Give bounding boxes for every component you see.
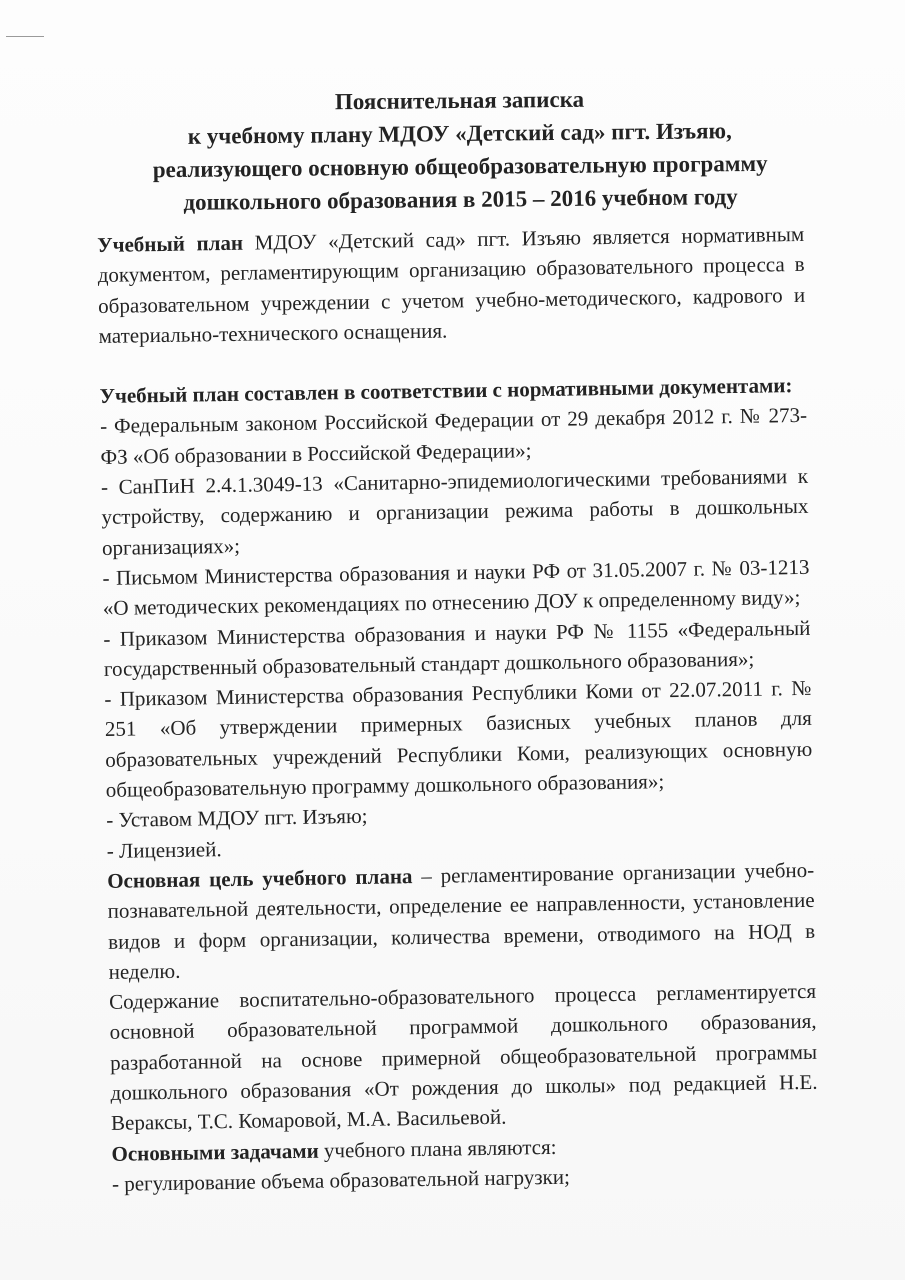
tasks-text: учебного плана являются: bbox=[318, 1134, 557, 1163]
docs-item: - Приказом Министерства образования Республики Коми от 22.07.2011 г. № 251 «Об утверждении примерных базисных учебных планов для образовательных учреждений Республики Коми, реализующих основную общеобразовательную программу дошкольного образования»; bbox=[104, 675, 813, 802]
docs-item: - Федеральным законом Российской Федерации от 29 декабря 2012 г. № 273-ФЗ «Об образовании в Российской Федерации»; bbox=[99, 403, 808, 469]
content-paragraph: Содержание воспитательно-образовательного процесса регламентируется основной образовательной программой дошкольного образования, разработанной на основе примерной общеобразовательной программы дошкольного образования «От рождения до школы» под редакцией Н.Е. Вераксы, Т.С. Комаровой, М.А. Васильевой. bbox=[108, 978, 818, 1136]
title-line-1: Пояснительная записка bbox=[334, 86, 585, 115]
title-line-4: дошкольного образования в 2015 – 2016 учебном году bbox=[183, 184, 738, 215]
docs-item: - Лицензией. bbox=[106, 836, 222, 863]
intro-paragraph bbox=[97, 219, 806, 351]
intro-bold: Учебный план bbox=[97, 230, 244, 257]
docs-heading-text: Учебный план составлен в соответствии с нормативными документами: bbox=[99, 373, 793, 409]
goal-text: – регламентирование организации учебно-познавательной деятельности, определение ее направленности, установление видов и форм организации, количества времени, отводимого на НОД в неделю. bbox=[107, 857, 816, 984]
document-title bbox=[59, 80, 860, 220]
docs-item: - Уставом МДОУ пгт. Изъяю; bbox=[106, 804, 368, 833]
docs-item: - Приказом Министерства образования и науки РФ № 1155 «Федеральный государственный образовательный стандарт дошкольного образования»; bbox=[103, 615, 811, 681]
document-body bbox=[97, 219, 819, 1199]
title-line-3: реализующего основную общеобразовательную программу bbox=[152, 150, 768, 183]
goal-paragraph bbox=[107, 855, 816, 987]
intro-text: МДОУ «Детский сад» пгт. Изъяю является нормативным документом, регламентирующим организацию образовательного процесса в образовательном учреждении с учетом учебно-методического, кадрового и материально-технического оснащения. bbox=[97, 221, 806, 348]
docs-item: - Письмом Министерства образования и науки РФ от 31.05.2007 г. № 03-1213 «О методических рекомендациях по отнесению ДОУ к определенному виду»; bbox=[102, 554, 810, 621]
scan-mark bbox=[6, 36, 44, 37]
goal-bold: Основная цель учебного плана bbox=[107, 864, 413, 893]
tasks-item: - регулирование объема образовательной нагрузки; bbox=[111, 1164, 571, 1196]
docs-item: - СанПиН 2.4.1.3049-13 «Санитарно-эпидемиологическими требованиями к устройству, содержанию и организации режима работы в дошкольных организациях»; bbox=[100, 463, 809, 560]
title-line-2: к учебному плану МДОУ «Детский сад» пгт. Изъяю, bbox=[187, 118, 732, 149]
tasks-bold: Основными задачами bbox=[111, 1138, 319, 1166]
